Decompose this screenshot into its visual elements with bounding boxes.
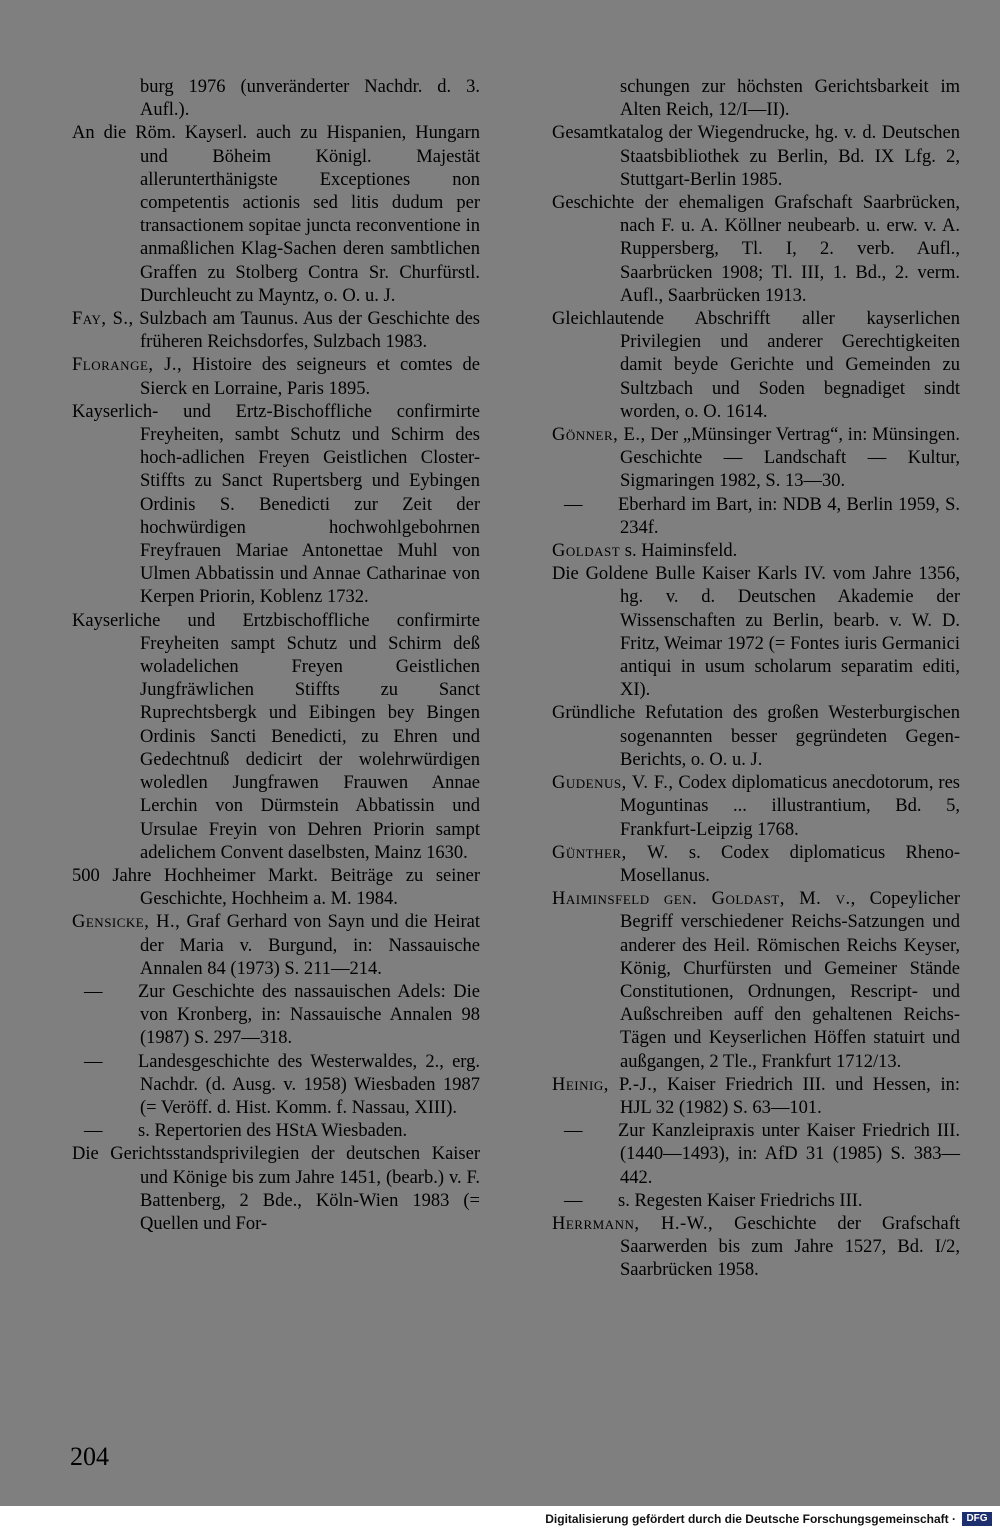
entry-dash: — (84, 981, 103, 1002)
entry-text: s. Codex diplomaticus Rheno-Mosellanus. (620, 842, 960, 886)
entry-text: s. Haiminsfeld. (620, 541, 738, 562)
bibliography-entry (552, 122, 960, 192)
left-column (72, 76, 480, 1236)
entry-dash: — (564, 1190, 583, 1211)
entry-text: Landesgeschichte des Westerwaldes, 2., erg. Nachdr. (d. Ausg. v. 1958) Wiesbaden 1987 (= Veröff. d. Hist. Komm. f. Nassau, XIII). (138, 1051, 480, 1118)
entry-author: Fay, S., (72, 309, 134, 330)
entry-text: Graf Gerhard von Sayn und die Heirat der Maria v. Burgund, in: Nassauische Annalen 84 (1973) S. 211—214. (140, 912, 480, 979)
bibliography-entry (72, 610, 480, 865)
entry-author: Heinig, P.-J., (552, 1074, 658, 1095)
bibliography-subentry (72, 981, 480, 1051)
entry-text: Gleichlautende Abschrifft aller kayserlichen Privilegien und anderer Gerechtigkeiten damit beyde Gerichte und Gemeinden zu Sultzbach und Soden begnadiget sindt worden, o. O. 1614. (552, 309, 960, 422)
bibliography-entry (552, 192, 960, 308)
entry-text: Copeylicher Begriff verschiedener Reichs-Satzungen und anderer des Heil. Römischen Reichs Keyser, König, Churfürsten und Gemeiner Stände Constitutionen, Ordnungen, Rescript- und Außschreiben auff den gehaltenen Reichs-Tägen und Keyserlichen Höffen statuirt und außgangen, 2 Tle., Frankfurt 1712/13. (620, 889, 960, 1072)
entry-text: Geschichte der ehemaligen Grafschaft Saarbrücken, nach F. u. A. Köllner neubearb. u. erw. v. A. Ruppersberg, Tl. I, 2. verb. Aufl., Saarbrücken 1908; Tl. III, 1. Bd., 2. verm. Aufl., Saarbrücken 1913. (552, 193, 960, 306)
page-number: 204 (70, 1442, 109, 1471)
entry-text: Kayserliche und Ertzbischoffliche confirmirte Freyheiten sampt Schutz und Schirm deß woladelichen Freyen Geistlichen Jungfräwlichen Stiffts zu Sanct Ruprechtsbergk und Eibingen bey Bingen Ordinis Sancti Benedicti, zu Ehren und Gedechtnuß dedicirt der wolehrwürdigen woledlen Jungfrawen Frauwen Annae Lerchin von Dürmstein Abbatissin und Ursulae Freyin von Dehren Priorin sampt adelichem Convent daselbsten, Mainz 1630. (72, 610, 480, 863)
entry-text: s. Repertorien des HStA Wiesbaden. (138, 1121, 408, 1142)
entry-author: Gönner, E., (552, 425, 646, 446)
bibliography-entry (552, 772, 960, 842)
bibliography-entry (552, 308, 960, 424)
entry-text: schungen zur höchsten Gerichtsbarkeit im Alten Reich, 12/I—II). (620, 77, 960, 121)
bibliography-entry (552, 1213, 960, 1283)
bibliography-entry (552, 842, 960, 888)
bibliography-entry (72, 865, 480, 911)
entry-dash: — (84, 1051, 103, 1072)
bibliography-subentry (72, 1120, 480, 1143)
entry-dash: — (564, 494, 583, 515)
bibliography-entry (552, 563, 960, 702)
entry-text: Sulzbach am Taunus. Aus der Geschichte des früheren Reichsdorfes, Sulzbach 1983. (133, 309, 480, 353)
bibliography-entry (72, 122, 480, 308)
entry-text: Kayserlich- und Ertz-Bischoffliche confirmirte Freyheiten, sambt Schutz und Schirm des hoch-adlichen Freyen Geistlichen Closter-Stiffts zu Sanct Rupertsberg und Eybingen Ordinis S. Benedicti zur Zeit der hochwürdigen hochwohlgebohrnen Freyfrauen Mariae Antonettae Muhl von Ulmen Abbatissin und Annae Catharinae von Kerpen Priorin, Koblenz 1732. (72, 401, 480, 608)
entry-text: Gründliche Refutation des großen Westerburgischen sogenannten besser gegründeten Gegen-Berichts, o. O. u. J. (552, 703, 960, 770)
bibliography-entry (72, 308, 480, 354)
entry-author: Günther, W. (552, 842, 669, 863)
entry-text: Die Gerichtsstandsprivilegien der deutschen Kaiser und Könige bis zum Jahre 1451, (bearb.) v. F. Battenberg, 2 Bde., Köln-Wien 1983 (= Quellen und For- (72, 1144, 480, 1234)
entry-dash: — (84, 1121, 103, 1142)
bibliography-subentry (552, 1190, 960, 1213)
entry-text: burg 1976 (unveränderter Nachdr. d. 3. Aufl.). (140, 77, 480, 121)
entry-text: Der „Münsinger Vertrag“, in: Münsingen. Geschichte — Landschaft — Kultur, Sigmaringen 1982, S. 13—30. (620, 425, 960, 492)
bibliography-subentry (552, 494, 960, 540)
entry-text: Zur Kanzleipraxis unter Kaiser Friedrich III. (1440—1493), in: AfD 31 (1985) S. 383—442. (618, 1121, 960, 1188)
bibliography-entry (552, 888, 960, 1074)
entry-author: Gudenus, V. F., (552, 773, 674, 794)
right-column (552, 76, 960, 1283)
bibliography-continuation (72, 76, 480, 122)
entry-author: Herrmann, H.-W., (552, 1213, 714, 1234)
bibliography-continuation (552, 76, 960, 122)
dfg-logo: DFG (962, 1512, 992, 1526)
entry-text: Histoire des seigneurs et comtes de Sierck en Lorraine, Paris 1895. (140, 355, 481, 399)
entry-author: Goldast (552, 541, 621, 562)
entry-text: Codex diplomaticus anecdotorum, res Moguntinas ... illustrantium, Bd. 5, Frankfurt-Leipzig 1768. (620, 773, 960, 840)
entry-text: Kaiser Friedrich III. und Hessen, in: HJL 32 (1982) S. 63—101. (620, 1074, 960, 1118)
bibliography-entry (72, 911, 480, 981)
bibliography-entry (552, 540, 960, 563)
entry-author: Gensicke, H., (72, 912, 181, 933)
footer (0, 1506, 1000, 1532)
entry-text: Zur Geschichte des nassauischen Adels: Die von Kronberg, in: Nassauische Annalen 98 (1987) S. 297—318. (138, 981, 480, 1049)
bibliography-entry (72, 401, 480, 610)
entry-text: Die Goldene Bulle Kaiser Karls IV. vom Jahre 1356, hg. v. d. Deutschen Akademie der Wissenschaften zu Berlin, bearb. v. W. D. Fritz, Weimar 1972 (= Fontes iuris Germanici antiqui in usum scholarum separatim editi, XI). (552, 564, 960, 701)
entry-text: Gesamtkatalog der Wiegendrucke, hg. v. d. Deutschen Staatsbibliothek zu Berlin, Bd. IX Lfg. 2, Stuttgart-Berlin 1985. (552, 123, 960, 190)
bibliography-entry (72, 1143, 480, 1236)
footer-credit-text: Digitalisierung gefördert durch die Deutsche Forschungsgemeinschaft · (545, 1512, 956, 1526)
entry-text: An die Röm. Kayserl. auch zu Hispanien, Hungarn und Böheim Königl. Majestät allerunterthänigste Exceptiones non competentis actionis sed litis dudum per transactionem sopitae juncta reconventione in anmaßlichen Klag-Sachen deren sambtlichen Graffen zu Stolberg Contra Sr. Churfürstl. Durchleucht zu Mayntz, o. O. u. J. (72, 123, 480, 306)
entry-text: 500 Jahre Hochheimer Markt. Beiträge zu seiner Geschichte, Hochheim a. M. 1984. (72, 865, 480, 910)
bibliography-subentry (552, 1120, 960, 1190)
entry-text: Eberhard im Bart, in: NDB 4, Berlin 1959, S. 234f. (618, 494, 960, 538)
bibliography-entry (72, 354, 480, 400)
entry-text: Geschichte der Grafschaft Saarwerden bis zum Jahre 1527, Bd. I/2, Saarbrücken 1958. (620, 1213, 961, 1281)
bibliography-entry (552, 1074, 960, 1120)
entry-author: Haiminsfeld gen. Goldast, M. v., (552, 889, 856, 910)
entry-dash: — (564, 1121, 583, 1142)
entry-author: Florange, J., (72, 355, 183, 376)
bibliography-entry (552, 702, 960, 772)
bibliography-subentry (72, 1051, 480, 1121)
bibliography-entry (552, 424, 960, 494)
entry-text: s. Regesten Kaiser Friedrichs III. (618, 1190, 863, 1211)
